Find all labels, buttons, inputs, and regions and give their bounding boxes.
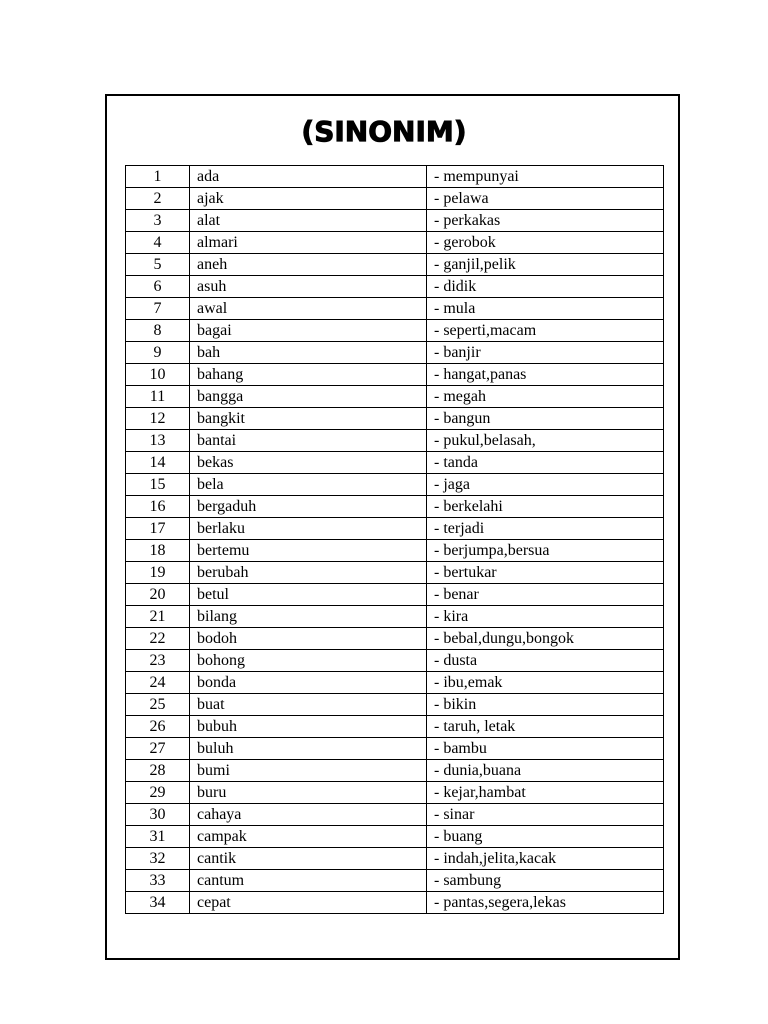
word-cell: almari — [190, 232, 427, 254]
row-number: 34 — [126, 892, 190, 914]
row-number: 22 — [126, 628, 190, 650]
word-cell: betul — [190, 584, 427, 606]
table-row — [126, 892, 664, 914]
synonym-cell: - banjir — [427, 342, 664, 364]
row-number: 12 — [126, 408, 190, 430]
synonym-cell: - kira — [427, 606, 664, 628]
word-cell: asuh — [190, 276, 427, 298]
word-cell: bantai — [190, 430, 427, 452]
table-row — [126, 298, 664, 320]
row-number: 13 — [126, 430, 190, 452]
word-cell: aneh — [190, 254, 427, 276]
word-cell: bodoh — [190, 628, 427, 650]
table-row — [126, 782, 664, 804]
row-number: 31 — [126, 826, 190, 848]
word-cell: cahaya — [190, 804, 427, 826]
synonym-cell: - mula — [427, 298, 664, 320]
table-row — [126, 408, 664, 430]
synonym-cell: - gerobok — [427, 232, 664, 254]
word-cell: bagai — [190, 320, 427, 342]
table-row — [126, 804, 664, 826]
row-number: 11 — [126, 386, 190, 408]
synonym-cell: - pukul,belasah, — [427, 430, 664, 452]
synonym-cell: - hangat,panas — [427, 364, 664, 386]
word-cell: bertemu — [190, 540, 427, 562]
word-cell: bela — [190, 474, 427, 496]
synonym-cell: - tanda — [427, 452, 664, 474]
synonym-cell: - bikin — [427, 694, 664, 716]
row-number: 14 — [126, 452, 190, 474]
synonym-cell: - buang — [427, 826, 664, 848]
synonym-cell: - perkakas — [427, 210, 664, 232]
row-number: 20 — [126, 584, 190, 606]
table-row — [126, 606, 664, 628]
word-cell: bah — [190, 342, 427, 364]
row-number: 23 — [126, 650, 190, 672]
row-number: 33 — [126, 870, 190, 892]
row-number: 25 — [126, 694, 190, 716]
synonym-cell: - pantas,segera,lekas — [427, 892, 664, 914]
row-number: 3 — [126, 210, 190, 232]
row-number: 16 — [126, 496, 190, 518]
synonym-cell: - didik — [427, 276, 664, 298]
table-row — [126, 232, 664, 254]
row-number: 32 — [126, 848, 190, 870]
table-row — [126, 848, 664, 870]
synonym-cell: - ibu,emak — [427, 672, 664, 694]
synonym-cell: - indah,jelita,kacak — [427, 848, 664, 870]
synonym-cell: - berkelahi — [427, 496, 664, 518]
row-number: 8 — [126, 320, 190, 342]
table-row — [126, 474, 664, 496]
synonym-cell: - ganjil,pelik — [427, 254, 664, 276]
page-title: (SINONIM) — [301, 115, 467, 148]
table-row — [126, 694, 664, 716]
synonym-cell: - terjadi — [427, 518, 664, 540]
synonym-cell: - taruh, letak — [427, 716, 664, 738]
word-cell: ajak — [190, 188, 427, 210]
table-row — [126, 584, 664, 606]
row-number: 24 — [126, 672, 190, 694]
row-number: 17 — [126, 518, 190, 540]
synonym-table-body — [126, 166, 664, 914]
table-row — [126, 628, 664, 650]
synonym-cell: - bambu — [427, 738, 664, 760]
table-row — [126, 320, 664, 342]
synonym-table — [125, 165, 664, 914]
synonym-cell: - dunia,buana — [427, 760, 664, 782]
word-cell: bohong — [190, 650, 427, 672]
table-row — [126, 826, 664, 848]
table-row — [126, 276, 664, 298]
word-cell: awal — [190, 298, 427, 320]
table-row — [126, 364, 664, 386]
word-cell: cantum — [190, 870, 427, 892]
table-row — [126, 650, 664, 672]
row-number: 28 — [126, 760, 190, 782]
synonym-cell: - bertukar — [427, 562, 664, 584]
word-cell: buat — [190, 694, 427, 716]
row-number: 18 — [126, 540, 190, 562]
synonym-cell: - seperti,macam — [427, 320, 664, 342]
word-cell: berlaku — [190, 518, 427, 540]
table-row — [126, 254, 664, 276]
synonym-cell: - berjumpa,bersua — [427, 540, 664, 562]
table-row — [126, 672, 664, 694]
row-number: 5 — [126, 254, 190, 276]
synonym-cell: - bebal,dungu,bongok — [427, 628, 664, 650]
table-row — [126, 540, 664, 562]
table-row — [126, 386, 664, 408]
row-number: 21 — [126, 606, 190, 628]
word-cell: bahang — [190, 364, 427, 386]
table-row — [126, 430, 664, 452]
word-cell: bubuh — [190, 716, 427, 738]
table-row — [126, 562, 664, 584]
word-cell: bumi — [190, 760, 427, 782]
table-row — [126, 342, 664, 364]
word-cell: bergaduh — [190, 496, 427, 518]
table-row — [126, 518, 664, 540]
word-cell: buluh — [190, 738, 427, 760]
synonym-cell: - dusta — [427, 650, 664, 672]
synonym-cell: - megah — [427, 386, 664, 408]
word-cell: cepat — [190, 892, 427, 914]
row-number: 27 — [126, 738, 190, 760]
synonym-cell: - pelawa — [427, 188, 664, 210]
row-number: 6 — [126, 276, 190, 298]
word-cell: alat — [190, 210, 427, 232]
synonym-cell: - sambung — [427, 870, 664, 892]
row-number: 19 — [126, 562, 190, 584]
word-cell: cantik — [190, 848, 427, 870]
row-number: 29 — [126, 782, 190, 804]
word-cell: buru — [190, 782, 427, 804]
table-row — [126, 188, 664, 210]
word-cell: bangkit — [190, 408, 427, 430]
row-number: 2 — [126, 188, 190, 210]
row-number: 1 — [126, 166, 190, 188]
word-cell: bilang — [190, 606, 427, 628]
word-cell: bonda — [190, 672, 427, 694]
synonym-cell: - bangun — [427, 408, 664, 430]
row-number: 30 — [126, 804, 190, 826]
row-number: 4 — [126, 232, 190, 254]
synonym-cell: - benar — [427, 584, 664, 606]
row-number: 7 — [126, 298, 190, 320]
table-row — [126, 738, 664, 760]
row-number: 26 — [126, 716, 190, 738]
table-row — [126, 210, 664, 232]
table-row — [126, 870, 664, 892]
synonym-cell: - jaga — [427, 474, 664, 496]
table-row — [126, 496, 664, 518]
word-cell: campak — [190, 826, 427, 848]
synonym-cell: - mempunyai — [427, 166, 664, 188]
word-cell: bangga — [190, 386, 427, 408]
word-cell: berubah — [190, 562, 427, 584]
row-number: 9 — [126, 342, 190, 364]
synonym-cell: - kejar,hambat — [427, 782, 664, 804]
row-number: 15 — [126, 474, 190, 496]
table-row — [126, 716, 664, 738]
table-row — [126, 452, 664, 474]
table-row — [126, 760, 664, 782]
word-cell: bekas — [190, 452, 427, 474]
table-row — [126, 166, 664, 188]
synonym-cell: - sinar — [427, 804, 664, 826]
row-number: 10 — [126, 364, 190, 386]
word-cell: ada — [190, 166, 427, 188]
